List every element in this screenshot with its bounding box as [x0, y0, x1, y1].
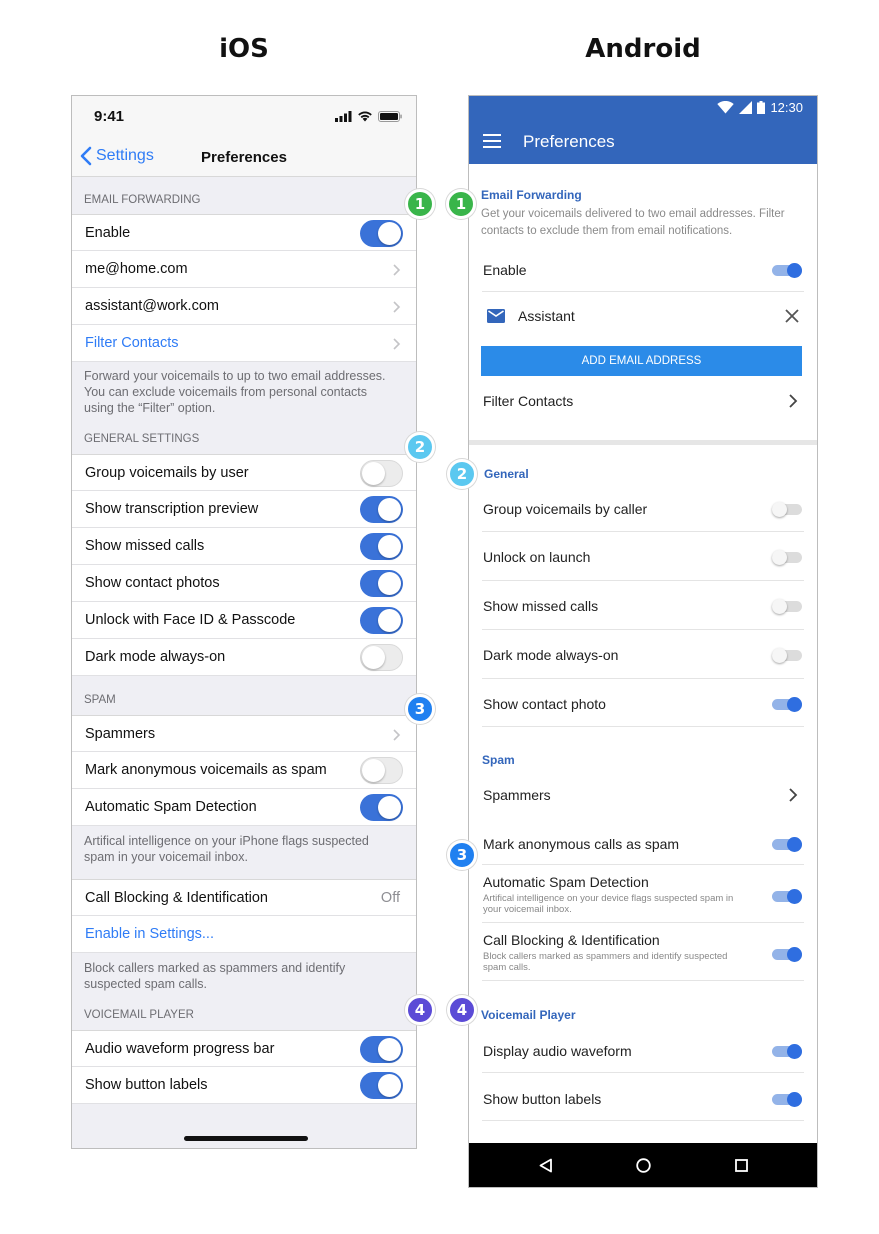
enable-row — [72, 214, 416, 251]
spammers-row[interactable] — [482, 771, 804, 817]
badge-4: 4 — [447, 995, 477, 1025]
section-title: Email Forwarding — [481, 188, 582, 202]
contact-photo-switch[interactable] — [772, 697, 802, 711]
row-subtitle: Artifical intelligence on your device flags suspected spam in your voicemail inbox. — [483, 893, 734, 915]
group-voicemails-switch[interactable] — [772, 502, 802, 516]
dark-mode-switch[interactable] — [772, 648, 802, 662]
setting-row — [72, 752, 416, 789]
setting-row — [482, 581, 804, 630]
missed-calls-switch[interactable] — [772, 599, 802, 613]
row-label: Call Blocking & Identification — [85, 890, 268, 906]
section-header: VOICEMAIL PLAYER — [84, 1009, 194, 1021]
section-title: Spam — [482, 753, 515, 767]
spammers-row[interactable] — [72, 715, 416, 752]
row-label: Group voicemails by caller — [483, 501, 648, 517]
spam-detection-toggle[interactable] — [360, 794, 403, 821]
row-label: Filter Contacts — [85, 335, 179, 351]
ios-heading: iOS — [219, 34, 269, 64]
back-label: Settings — [96, 147, 154, 164]
row-label: Audio waveform progress bar — [85, 1041, 275, 1057]
ios-status-bar — [72, 96, 416, 140]
row-label: Automatic Spam Detection — [483, 874, 649, 890]
android-status-bar — [469, 96, 817, 120]
badge-2: 2 — [405, 432, 435, 462]
row-label: Mark anonymous voicemails as spam — [85, 762, 327, 778]
status-time: 12:30 — [770, 100, 803, 115]
row-label: Group voicemails by user — [85, 465, 249, 481]
section-divider — [469, 440, 817, 445]
anonymous-spam-switch[interactable] — [772, 837, 802, 851]
setting-row — [482, 1026, 804, 1073]
waveform-toggle[interactable] — [360, 1036, 403, 1063]
row-label: Mark anonymous calls as spam — [483, 836, 680, 852]
row-label: Show transcription preview — [85, 501, 259, 517]
face-id-toggle[interactable] — [360, 607, 403, 634]
email-row[interactable] — [72, 251, 416, 288]
row-label: Automatic Spam Detection — [85, 799, 257, 815]
setting-row — [72, 491, 416, 528]
home-icon[interactable] — [636, 1158, 651, 1173]
spam-detection-switch[interactable] — [772, 889, 802, 903]
section-description: Get your voicemails delivered to two email addresses. Filter contacts to exclude them from email notifications. — [481, 208, 785, 237]
setting-row — [482, 923, 804, 981]
setting-row — [482, 817, 804, 865]
setting-row — [72, 1030, 416, 1067]
menu-icon[interactable] — [483, 133, 501, 149]
section-footer: Artifical intelligence on your iPhone flags suspected spam in your voicemail inbox. — [84, 834, 369, 864]
badge-4: 4 — [405, 995, 435, 1025]
row-label: Call Blocking & Identification — [483, 932, 660, 948]
setting-row — [482, 865, 804, 923]
setting-row — [482, 1073, 804, 1121]
setting-row — [72, 1067, 416, 1104]
row-label: Unlock on launch — [483, 549, 591, 565]
call-blocking-row[interactable] — [72, 879, 416, 916]
battery-icon — [378, 111, 402, 122]
signal-icon — [739, 101, 752, 114]
ios-screen — [71, 95, 417, 1149]
chevron-right-icon — [390, 337, 402, 351]
wifi-icon — [357, 110, 373, 122]
button-labels-toggle[interactable] — [360, 1072, 403, 1099]
ios-nav-bar — [72, 140, 416, 177]
row-label: Show contact photo — [483, 696, 606, 712]
row-label: Spammers — [483, 787, 551, 803]
chevron-right-icon — [390, 300, 402, 314]
setting-row — [482, 486, 804, 532]
row-label: Spammers — [85, 726, 156, 742]
android-nav-bar — [469, 1143, 817, 1187]
status-time: 9:41 — [94, 108, 125, 125]
row-label: Dark mode always-on — [483, 647, 619, 663]
badge-1: 1 — [446, 189, 476, 219]
waveform-switch[interactable] — [772, 1044, 802, 1058]
setting-row — [72, 639, 416, 676]
setting-row — [482, 630, 804, 679]
close-icon[interactable] — [785, 309, 799, 323]
android-screen — [468, 95, 818, 1188]
section-header: GENERAL SETTINGS — [84, 433, 200, 445]
contact-label: Assistant — [518, 308, 575, 324]
enable-switch[interactable] — [772, 263, 802, 277]
section-footer: Forward your voicemails to up to two email addresses. You can exclude voicemails from personal contacts using the “Filter” option. — [84, 369, 386, 415]
section-footer: Block callers marked as spammers and identify suspected spam calls. — [84, 961, 346, 991]
badge-1: 1 — [405, 189, 435, 219]
enable-row — [482, 246, 804, 292]
button-labels-switch[interactable] — [772, 1092, 802, 1106]
mail-icon — [487, 309, 505, 323]
back-icon[interactable] — [539, 1158, 553, 1173]
chevron-right-icon — [390, 263, 402, 277]
row-label: Display audio waveform — [483, 1043, 632, 1059]
filter-contacts-row[interactable] — [482, 381, 804, 427]
row-subtitle: Block callers marked as spammers and identify suspected spam calls. — [483, 951, 728, 973]
home-indicator[interactable] — [184, 1136, 308, 1141]
battery-icon — [757, 101, 765, 114]
setting-row — [72, 454, 416, 491]
contact-photos-toggle[interactable] — [360, 570, 403, 597]
row-label: Show button labels — [483, 1091, 602, 1107]
enable-in-settings-row[interactable] — [72, 916, 416, 953]
unlock-launch-switch[interactable] — [772, 550, 802, 564]
call-blocking-switch[interactable] — [772, 947, 802, 961]
add-email-button[interactable]: ADD EMAIL ADDRESS — [481, 346, 802, 376]
chevron-right-icon — [788, 394, 798, 408]
badge-3: 3 — [447, 840, 477, 870]
setting-row — [72, 528, 416, 565]
row-label: assistant@work.com — [85, 298, 219, 314]
row-label: Show button labels — [85, 1077, 208, 1093]
row-label: Show contact photos — [85, 575, 220, 591]
android-toolbar — [469, 120, 817, 164]
enable-toggle[interactable] — [360, 220, 403, 247]
badge-2: 2 — [447, 459, 477, 489]
email-contact-row — [482, 292, 804, 338]
filter-contacts-row[interactable] — [72, 325, 416, 362]
chevron-right-icon — [390, 728, 402, 742]
row-label: Dark mode always-on — [85, 649, 226, 665]
row-label: Show missed calls — [85, 538, 205, 554]
setting-row — [482, 532, 804, 581]
recents-icon[interactable] — [735, 1159, 748, 1172]
dark-mode-toggle[interactable] — [360, 644, 403, 671]
page-title: Preferences — [201, 149, 287, 166]
row-value: Off — [380, 890, 400, 906]
section-title: Voicemail Player — [481, 1008, 576, 1022]
page-title: Preferences — [523, 132, 615, 151]
transcription-toggle[interactable] — [360, 496, 403, 523]
row-label: Show missed calls — [483, 598, 599, 614]
row-label: Enable — [85, 225, 131, 241]
section-header: EMAIL FORWARDING — [84, 194, 201, 206]
row-label: Enable — [483, 262, 527, 278]
row-label: Filter Contacts — [483, 393, 574, 409]
row-label: Enable in Settings... — [85, 926, 214, 942]
signal-icon — [335, 111, 352, 122]
email-row[interactable] — [72, 288, 416, 325]
wifi-icon — [717, 101, 734, 114]
setting-row — [482, 679, 804, 727]
setting-row — [72, 789, 416, 826]
group-voicemails-toggle[interactable] — [360, 460, 403, 487]
anonymous-spam-toggle[interactable] — [360, 757, 403, 784]
row-label: Unlock with Face ID & Passcode — [85, 612, 296, 628]
badge-3: 3 — [405, 694, 435, 724]
setting-row — [72, 565, 416, 602]
chevron-right-icon — [788, 788, 798, 802]
setting-row — [72, 602, 416, 639]
section-title: General — [484, 467, 529, 481]
section-header: SPAM — [84, 694, 116, 706]
row-label: me@home.com — [85, 261, 188, 277]
missed-calls-toggle[interactable] — [360, 533, 403, 560]
android-heading: Android — [585, 34, 701, 64]
